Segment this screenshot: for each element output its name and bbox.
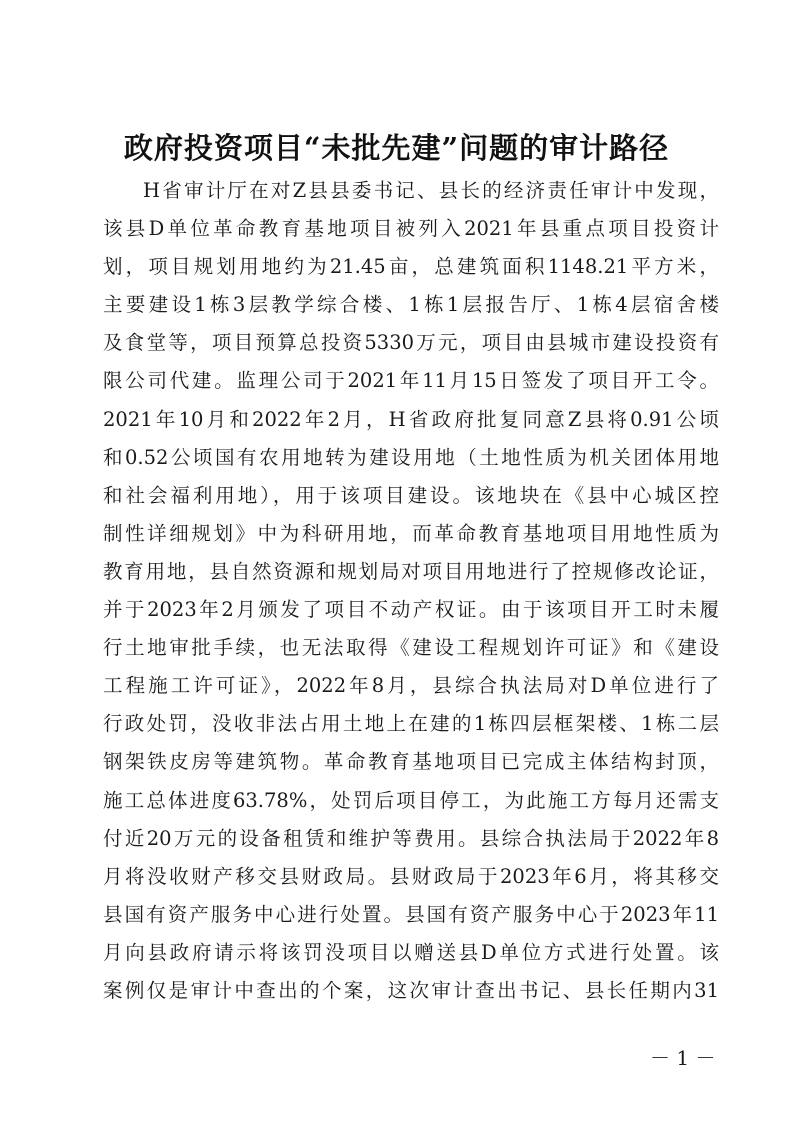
body-line: 工程施工许可证》，2022年8月，县综合执法局对D单位进行了 [103, 674, 719, 698]
body-line: 钢架铁皮房等建筑物。革命教育基地项目已完成主体结构封顶， [103, 750, 719, 774]
body-line: 行政处罚，没收非法占用土地上在建的1栋四层框架楼、1栋二层 [103, 712, 719, 736]
body-line: 案例仅是审计中查出的个案，这次审计查出书记、县长任期内31 [103, 978, 719, 1002]
body-line: 月向县政府请示将该罚没项目以赠送县D单位方式进行处置。该 [103, 940, 719, 964]
body-paragraph [103, 172, 719, 1010]
body-line: 施工总体进度63.78%，处罚后项目停工，为此施工方每月还需支 [103, 788, 719, 812]
body-line: 和0.52公顷国有农用地转为建设用地（土地性质为机关团体用地 [103, 445, 719, 469]
body-line: 行土地审批手续，也无法取得《建设工程规划许可证》和《建设 [103, 636, 719, 660]
body-line: H省审计厅在对Z县县委书记、县长的经济责任审计中发现， [143, 179, 719, 202]
body-line: 付近20万元的设备租赁和维护等费用。县综合执法局于2022年8 [103, 826, 719, 850]
body-line: 该县D单位革命教育基地项目被列入2021年县重点项目投资计 [103, 217, 719, 241]
body-line: 和社会福利用地），用于该项目建设。该地块在《县中心城区控 [103, 483, 719, 507]
body-line: 教育用地，县自然资源和规划局对项目用地进行了控规修改论证， [103, 559, 719, 583]
body-line: 及食堂等，项目预算总投资5330万元，项目由县城市建设投资有 [103, 331, 719, 355]
body-line: 月将没收财产移交县财政局。县财政局于2023年6月，将其移交 [103, 864, 719, 888]
body-line: 并于2023年2月颁发了项目不动产权证。由于该项目开工时未履 [103, 598, 719, 622]
document-title: 政府投资项目“未批先建”问题的审计路径 [123, 131, 670, 165]
body-line: 主要建设1栋3层教学综合楼、1栋1层报告厅、1栋4层宿舍楼 [103, 293, 719, 317]
body-line: 划，项目规划用地约为21.45亩，总建筑面积1148.21平方米， [103, 255, 719, 279]
body-line: 2021年10月和2022年2月，H省政府批复同意Z县将0.91公顷 [103, 407, 719, 431]
body-line: 制性详细规划》中为科研用地，而革命教育基地项目用地性质为 [103, 521, 719, 545]
body-line: 限公司代建。监理公司于2021年11月15日签发了项目开工令。 [103, 369, 719, 393]
page-number: － 1 － [650, 1046, 716, 1070]
body-line: 县国有资产服务中心进行处置。县国有资产服务中心于2023年11 [103, 902, 719, 926]
